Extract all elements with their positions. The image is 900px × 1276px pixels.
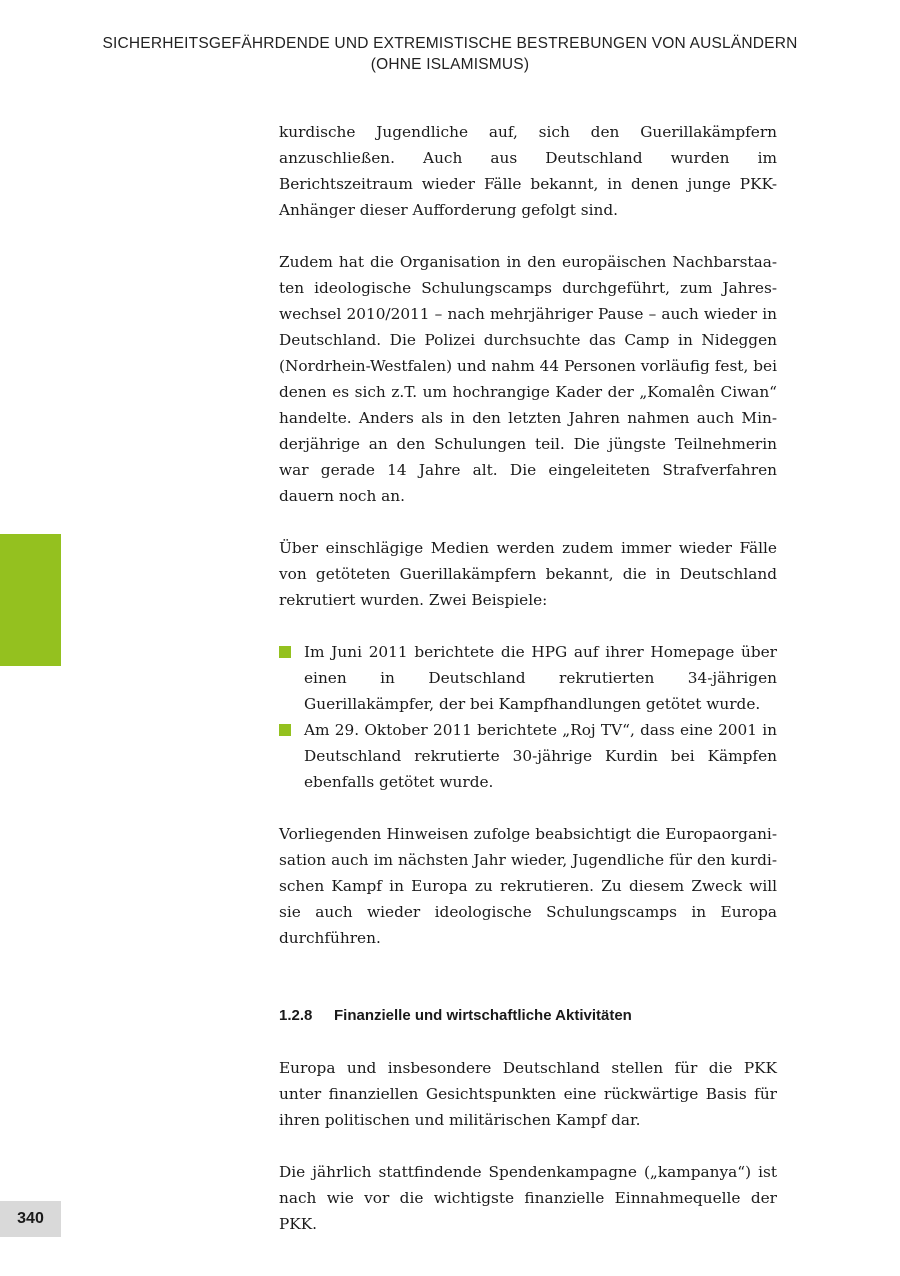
green-square-bullet-icon: [279, 646, 291, 658]
running-header-line-2: (OHNE ISLAMISMUS): [370, 56, 530, 73]
bullet-list: [279, 639, 777, 795]
section-heading: [279, 1003, 777, 1029]
bullet-text: Im Juni 2011 berichtete die HPG auf ihrer Homepage über einen in Deutschland rekrutierten 34-jährigen Guerillakämpfer, der bei Kampfhandlungen getötet wurde.: [304, 643, 777, 713]
paragraph: Europa und insbesondere Deutschland stellen für die PKK unter finanziellen Gesichtspunkten eine rückwärtige Basis für ihren politischen und militärischen Kampf dar.: [279, 1059, 777, 1129]
page-number: 340: [0, 1201, 61, 1237]
bullet-item: [279, 717, 777, 795]
chapter-side-tab: [0, 534, 61, 666]
paragraph: Vorliegenden Hinweisen zufolge beabsichtigt die Europaorganisation auch im nächsten Jahr wieder, Jugendliche für den kurdischen Kampf in Europa zu rekrutieren. Zu diesem Zweck will sie auch wieder ideologische Schulungscamps in Europa durchführen.: [279, 825, 777, 947]
body-text: [279, 119, 777, 1263]
paragraph: Die jährlich stattfindende Spendenkampagne („kampanya“) ist nach wie vor die wichtigste finanzielle Einnahmequelle der PKK.: [279, 1163, 777, 1233]
paragraph: Zudem hat die Organisation in den europäischen Nachbarstaaten ideologische Schulungscamps durchgeführt, zum Jahreswechsel 2010/2011 – nach mehrjähriger Pause – auch wieder in Deutschland. Die Polizei durchsuchte das Camp in Nideggen (Nordrhein-Westfalen) und nahm 44 Personen vorläufig fest, bei denen es sich z.T. um hochrangige Kader der „Komalên Ciwan“ handelte. Anders als in den letzten Jahren nahmen auch Minderjährige an den Schulungen teil. Die jüngste Teilnehmerin war gerade 14 Jahre alt. Die eingeleiteten Strafverfahren dauern noch an.: [279, 253, 777, 505]
paragraph: Über einschlägige Medien werden zudem immer wieder Fälle von getöteten Guerillakämpfern bekannt, die in Deutschland rekrutiert wurden. Zwei Beispiele:: [279, 539, 777, 609]
section-title: Finanzielle und wirtschaftliche Aktivitäten: [334, 1007, 632, 1024]
bullet-item: [279, 639, 777, 717]
green-square-bullet-icon: [279, 724, 291, 736]
paragraph: kurdische Jugendliche auf, sich den Guerillakämpfern anzuschließen. Auch aus Deutschland wurden im Berichtszeitraum wieder Fälle bekannt, in denen junge PKK-Anhänger dieser Aufforderung gefolgt sind.: [279, 123, 777, 219]
bullet-text: Am 29. Oktober 2011 berichtete „Roj TV“, dass eine 2001 in Deutschland rekrutierte 30-jährige Kurdin bei Kämpfen ebenfalls getötet wurde.: [304, 721, 777, 791]
running-header: [60, 33, 840, 75]
running-header-line-1: SICHERHEITSGEFÄHRDENDE UND EXTREMISTISCHE BESTREBUNGEN VON AUSLÄNDERN: [102, 35, 798, 52]
section-number: 1.2.8: [279, 1007, 313, 1024]
